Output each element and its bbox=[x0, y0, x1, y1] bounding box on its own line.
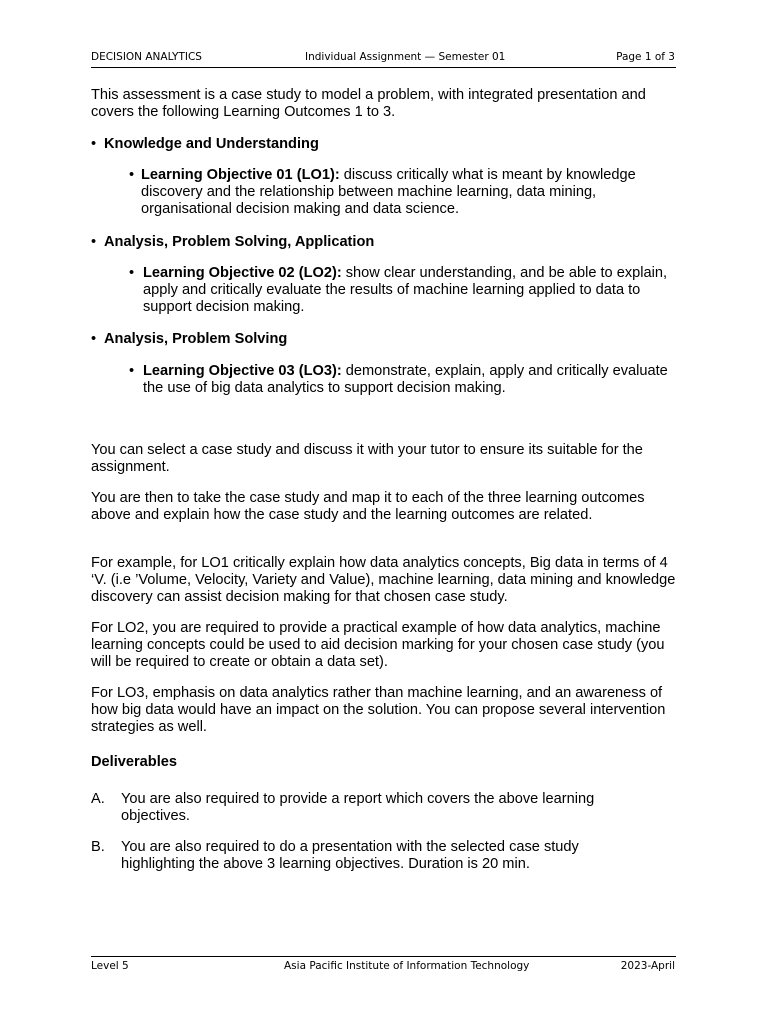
objective-bullet: • bbox=[129, 265, 135, 281]
objective-text: show clear understanding, and be able to explain, apply and critically evaluate the results of machine learning applied to data to support decision making. bbox=[143, 265, 668, 315]
paragraph-lo3: For LO3, emphasis on data analytics rather than machine learning, and an awareness of how big data would have an impact on the solution. You can propose several intervention strategies as well. bbox=[91, 685, 666, 735]
deliverables-heading: Deliverables bbox=[91, 754, 177, 770]
footer-institute: Asia Pacific Institute of Information Technology bbox=[284, 960, 530, 972]
paragraph-mapping: You are then to take the case study and map it to each of the three learning outcomes above and explain how the case study and the learning outcomes are related. bbox=[91, 490, 645, 523]
section-bullet: • bbox=[91, 136, 97, 152]
paragraph-lo1-example: For example, for LO1 critically explain how data analytics concepts, Big data in terms of 4 ‘V. (i.e ’Volume, Velocity, Variety and Value), machine learning, data mining and knowledge discovery can assist decision making for that chosen case study. bbox=[91, 555, 676, 605]
page-footer bbox=[91, 956, 676, 976]
header-assignment: Individual Assignment — Semester 01 bbox=[305, 51, 506, 63]
deliverable-presentation: You are also required to do a presentation with the selected case study highlighting the above 3 learning objectives. Duration is 20 min. bbox=[121, 839, 579, 872]
section-title: Knowledge and Understanding bbox=[104, 136, 319, 152]
learning-objective-lo3 bbox=[143, 363, 688, 397]
section-title: Analysis, Problem Solving, Application bbox=[104, 234, 375, 250]
objective-title: Learning Objective 03 (LO3): bbox=[143, 363, 342, 379]
paragraph-case-study-selection: You can select a case study and discuss it with your tutor to ensure its suitable for the assignment. bbox=[91, 442, 643, 475]
deliverable-label: B. bbox=[91, 839, 105, 855]
header-page-number: Page 1 of 3 bbox=[616, 51, 675, 63]
learning-objective-lo2 bbox=[143, 265, 688, 316]
objective-title: Learning Objective 01 (LO1): bbox=[141, 167, 340, 183]
intro-paragraph: This assessment is a case study to model a problem, with integrated presentation and covers the following Learning Outcomes 1 to 3. bbox=[91, 87, 646, 120]
objective-title: Learning Objective 02 (LO2): bbox=[143, 265, 342, 281]
section-title: Analysis, Problem Solving bbox=[104, 331, 288, 347]
footer-date: 2023-April bbox=[620, 960, 675, 972]
objective-bullet: • bbox=[129, 363, 135, 379]
section-bullet: • bbox=[91, 331, 97, 347]
deliverable-report: You are also required to provide a report which covers the above learning objectives. bbox=[121, 791, 595, 824]
page-header bbox=[91, 51, 676, 68]
paragraph-lo2: For LO2, you are required to provide a practical example of how data analytics, machine learning concepts could be used to aid decision marking for your chosen case study (you will be required to create or obtain a data set). bbox=[91, 620, 665, 670]
header-course: DECISION ANALYTICS bbox=[91, 51, 202, 63]
objective-text: demonstrate, explain, apply and critically evaluate the use of big data analytics to support decision making. bbox=[143, 363, 668, 396]
objective-bullet: • bbox=[129, 167, 135, 183]
footer-level: Level 5 bbox=[91, 960, 129, 972]
learning-objective-lo1 bbox=[141, 167, 686, 218]
section-bullet: • bbox=[91, 234, 97, 250]
objective-text: discuss critically what is meant by knowledge discovery and the relationship between machine learning, data mining, organisational decision making and data science. bbox=[141, 167, 636, 217]
deliverable-label: A. bbox=[91, 791, 105, 807]
